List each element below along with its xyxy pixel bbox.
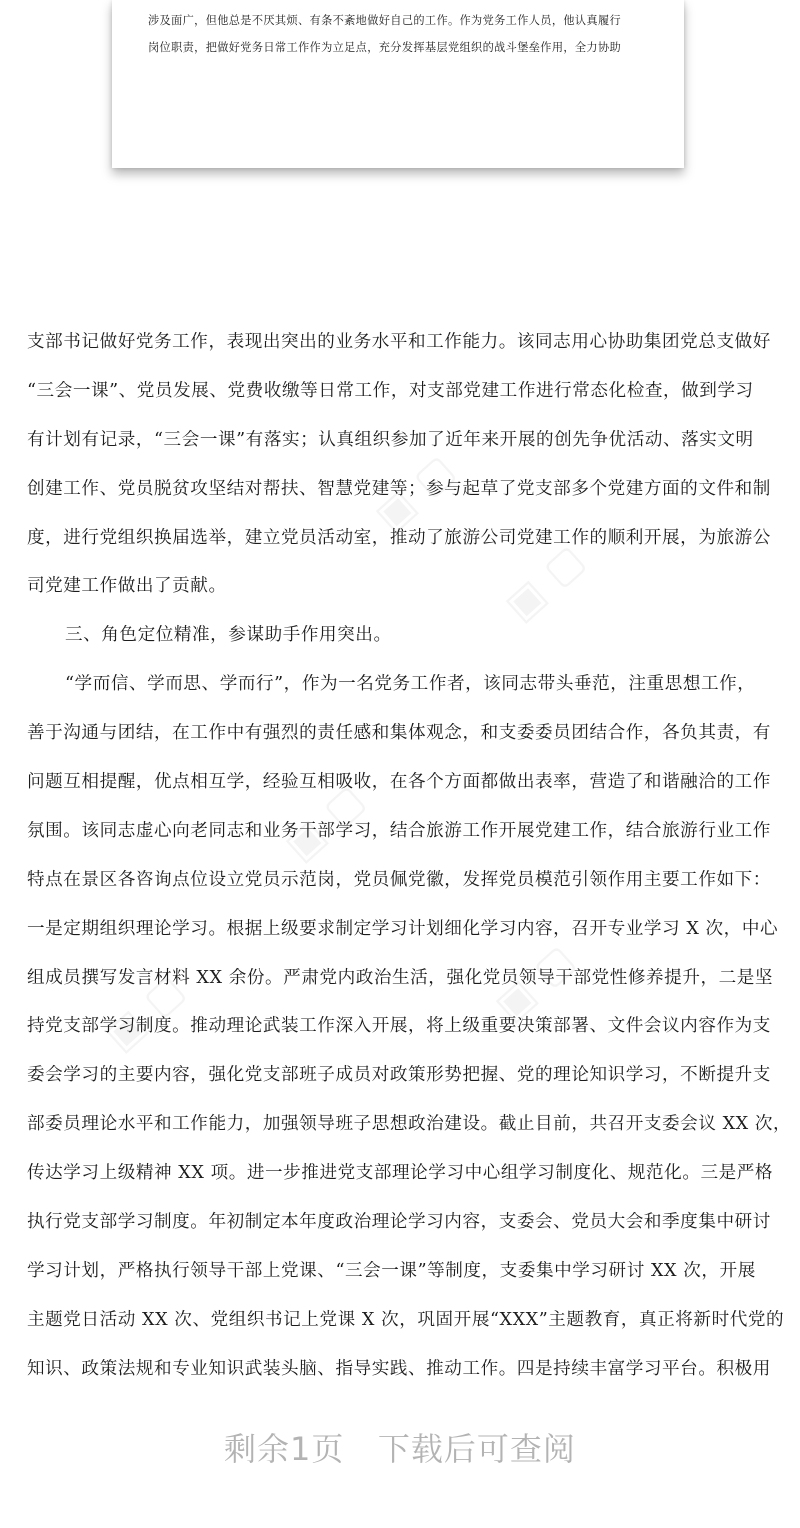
document-line: 司党建工作做出了贡献。 (27, 576, 227, 597)
watermark-mark: ▣ ▢ (496, 535, 594, 631)
document-line: 有计划有记录，“三会一课”有落实；认真组织参加了近年来开展的创先争优活动、落实文明 (27, 429, 754, 450)
document-line: 特点在景区各咨询点位设立党员示范岗，党员佩党徽，发挥党员模范引领作用主要工作如下： (27, 869, 771, 890)
document-line: “三会一课”、党员发展、党费收缴等日常工作，对支部党建工作进行常态化检查，做到学习 (27, 380, 754, 401)
document-line: 持党支部学习制度。推动理论武装工作深入开展，将上级重要决策部署、文件会议内容作为支 (27, 1016, 771, 1037)
document-line: 一是定期组织理论学习。根据上级要求制定学习计划细化学习内容，召开专业学习 X 次，中心 (27, 918, 779, 939)
section-heading: 三、角色定位精准，参谋助手作用突出。 (65, 625, 392, 646)
page-preview-card (112, 0, 684, 168)
document-line: 部委员理论水平和工作能力，加强领导班子思想政治建设。截止目前，共召开支委会议 XX 次， (27, 1114, 792, 1135)
document-line: 组成员撰写发言材料 XX 余份。严肃党内政治生活，强化党员领导干部党性修养提升，二是坚 (27, 967, 774, 988)
document-line: 氛围。该同志虚心向老同志和业务干部学习，结合旅游工作开展党建工作，结合旅游行业工作 (27, 820, 771, 841)
document-line: 学习计划，严格执行领导干部上党课、“三会一课”等制度，支委集中学习研讨 XX 次，开展 (27, 1260, 756, 1281)
preview-line-1: 涉及面广，但他总是不厌其烦、有条不紊地做好自己的工作。作为党务工作人员，他认真履行 (148, 14, 622, 27)
document-line: 创建工作、党员脱贫攻坚结对帮扶、智慧党建等；参与起草了党支部多个党建方面的文件和制 (27, 478, 771, 499)
document-line: 传达学习上级精神 XX 项。进一步推进党支部理论学习中心组学习制度化、规范化。三是严格 (27, 1163, 774, 1184)
document-line: 善于沟通与团结，在工作中有强烈的责任感和集体观念，和支委委员团结合作，各负其责，有 (27, 723, 771, 744)
watermark-mark: ▣ ▢ (276, 775, 374, 871)
document-line: 支部书记做好党务工作，表现出突出的业务水平和工作能力。该同志用心协助集团党总支做好 (27, 332, 771, 352)
document-body (27, 324, 792, 1400)
document-line: 度，进行党组织换届选举，建立党员活动室，推动了旅游公司党建工作的顺利开展，为旅游公 (27, 527, 771, 548)
document-line: 问题互相提醒，优点相互学，经验互相吸收，在各个方面都做出表率，营造了和谐融洽的工作 (27, 772, 771, 793)
document-line: 委会学习的主要内容，强化党支部班子成员对政策形势把握、党的理论知识学习，不断提升支 (27, 1065, 771, 1086)
preview-line-2: 岗位职责，把做好党务日常工作作为立足点，充分发挥基层党组织的战斗堡垒作用，全力协助 (148, 41, 622, 54)
document-line: 知识、政策法规和专业知识武装头脑、指导实践、推动工作。四是持续丰富学习平台。积极用 (27, 1358, 771, 1379)
watermark-mark: ▣ ▢ (366, 445, 464, 541)
remaining-pages-notice[interactable]: 剩余1页 下载后可查阅 (224, 1430, 576, 1468)
document-line: 主题党日活动 XX 次、党组织书记上党课 X 次，巩固开展“XXX”主题教育，真正将新时代党的 (27, 1309, 785, 1330)
document-line: “学而信、学而思、学而行”，作为一名党务工作者，该同志带头垂范，注重思想工作， (65, 674, 756, 695)
document-line: 执行党支部学习制度。年初制定本年度政治理论学习内容，支委会、党员大会和季度集中研讨 (27, 1212, 771, 1233)
watermark-mark: ▣ ▢ (486, 935, 584, 1031)
watermark-mark: ▣ ▢ (96, 965, 194, 1061)
